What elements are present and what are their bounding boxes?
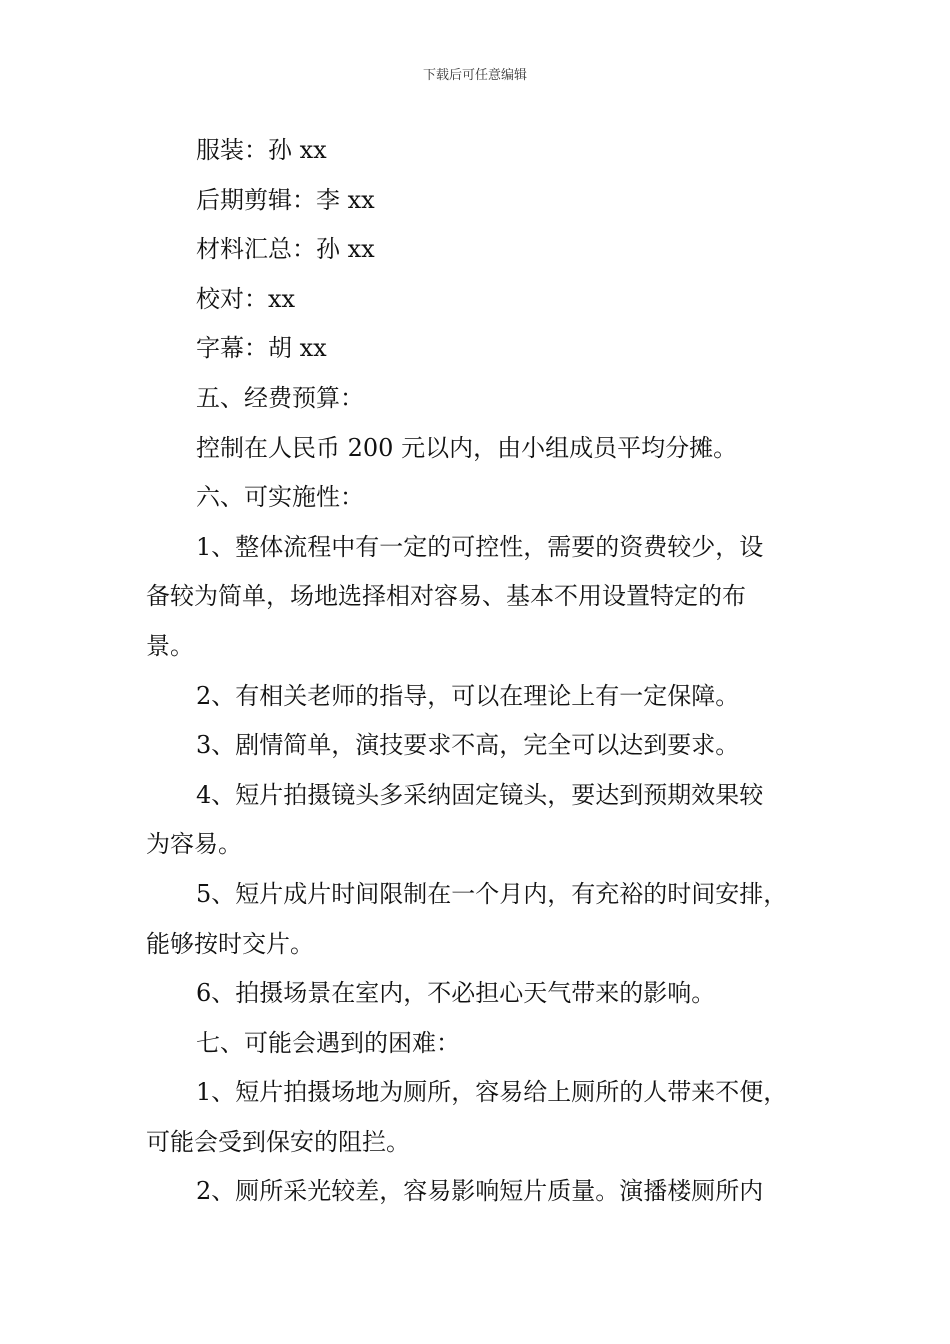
text-line: 1、短片拍摄场地为厕所，容易给上厕所的人带来不便， (196, 1078, 788, 1107)
text-line: 3、剧情简单，演技要求不高，完全可以达到要求。 (196, 731, 740, 760)
text-line: 能够按时交片。 (146, 929, 314, 958)
text-line: 后期剪辑：李 xx (196, 185, 375, 214)
text-line: 材料汇总：孙 xx (196, 235, 375, 264)
text-line: 字幕：胡 xx (196, 334, 327, 363)
text-line: 2、有相关老师的指导，可以在理论上有一定保障。 (196, 681, 740, 710)
text-line: 为容易。 (146, 830, 242, 859)
text-line: 服装：孙 xx (196, 136, 327, 164)
text-line: 景。 (146, 631, 194, 660)
text-line: 备较为简单，场地选择相对容易、基本不用设置特定的布 (146, 582, 746, 611)
document-body (146, 126, 826, 1217)
text-line: 校对：xx (196, 284, 296, 313)
text-line: 5、短片成片时间限制在一个月内，有充裕的时间安排， (196, 879, 788, 908)
page-header: 下载后可任意编辑 (422, 68, 527, 83)
text-line: 6、拍摄场景在室内，不必担心天气带来的影响。 (196, 979, 716, 1008)
text-line: 可能会受到保安的阻拦。 (146, 1127, 410, 1156)
section-heading: 七、可能会遇到的困难： (196, 1028, 460, 1057)
text-line: 2、厕所采光较差，容易影响短片质量。演播楼厕所内 (196, 1177, 764, 1206)
section-heading: 五、经费预算： (196, 383, 364, 412)
text-line: 控制在人民币 200 元以内，由小组成员平均分摊。 (196, 433, 738, 462)
section-heading: 六、可实施性： (196, 483, 364, 512)
text-line: 1、整体流程中有一定的可控性，需要的资费较少，设 (196, 532, 764, 561)
text-line: 4、短片拍摄镜头多采纳固定镜头，要达到预期效果较 (196, 780, 764, 809)
